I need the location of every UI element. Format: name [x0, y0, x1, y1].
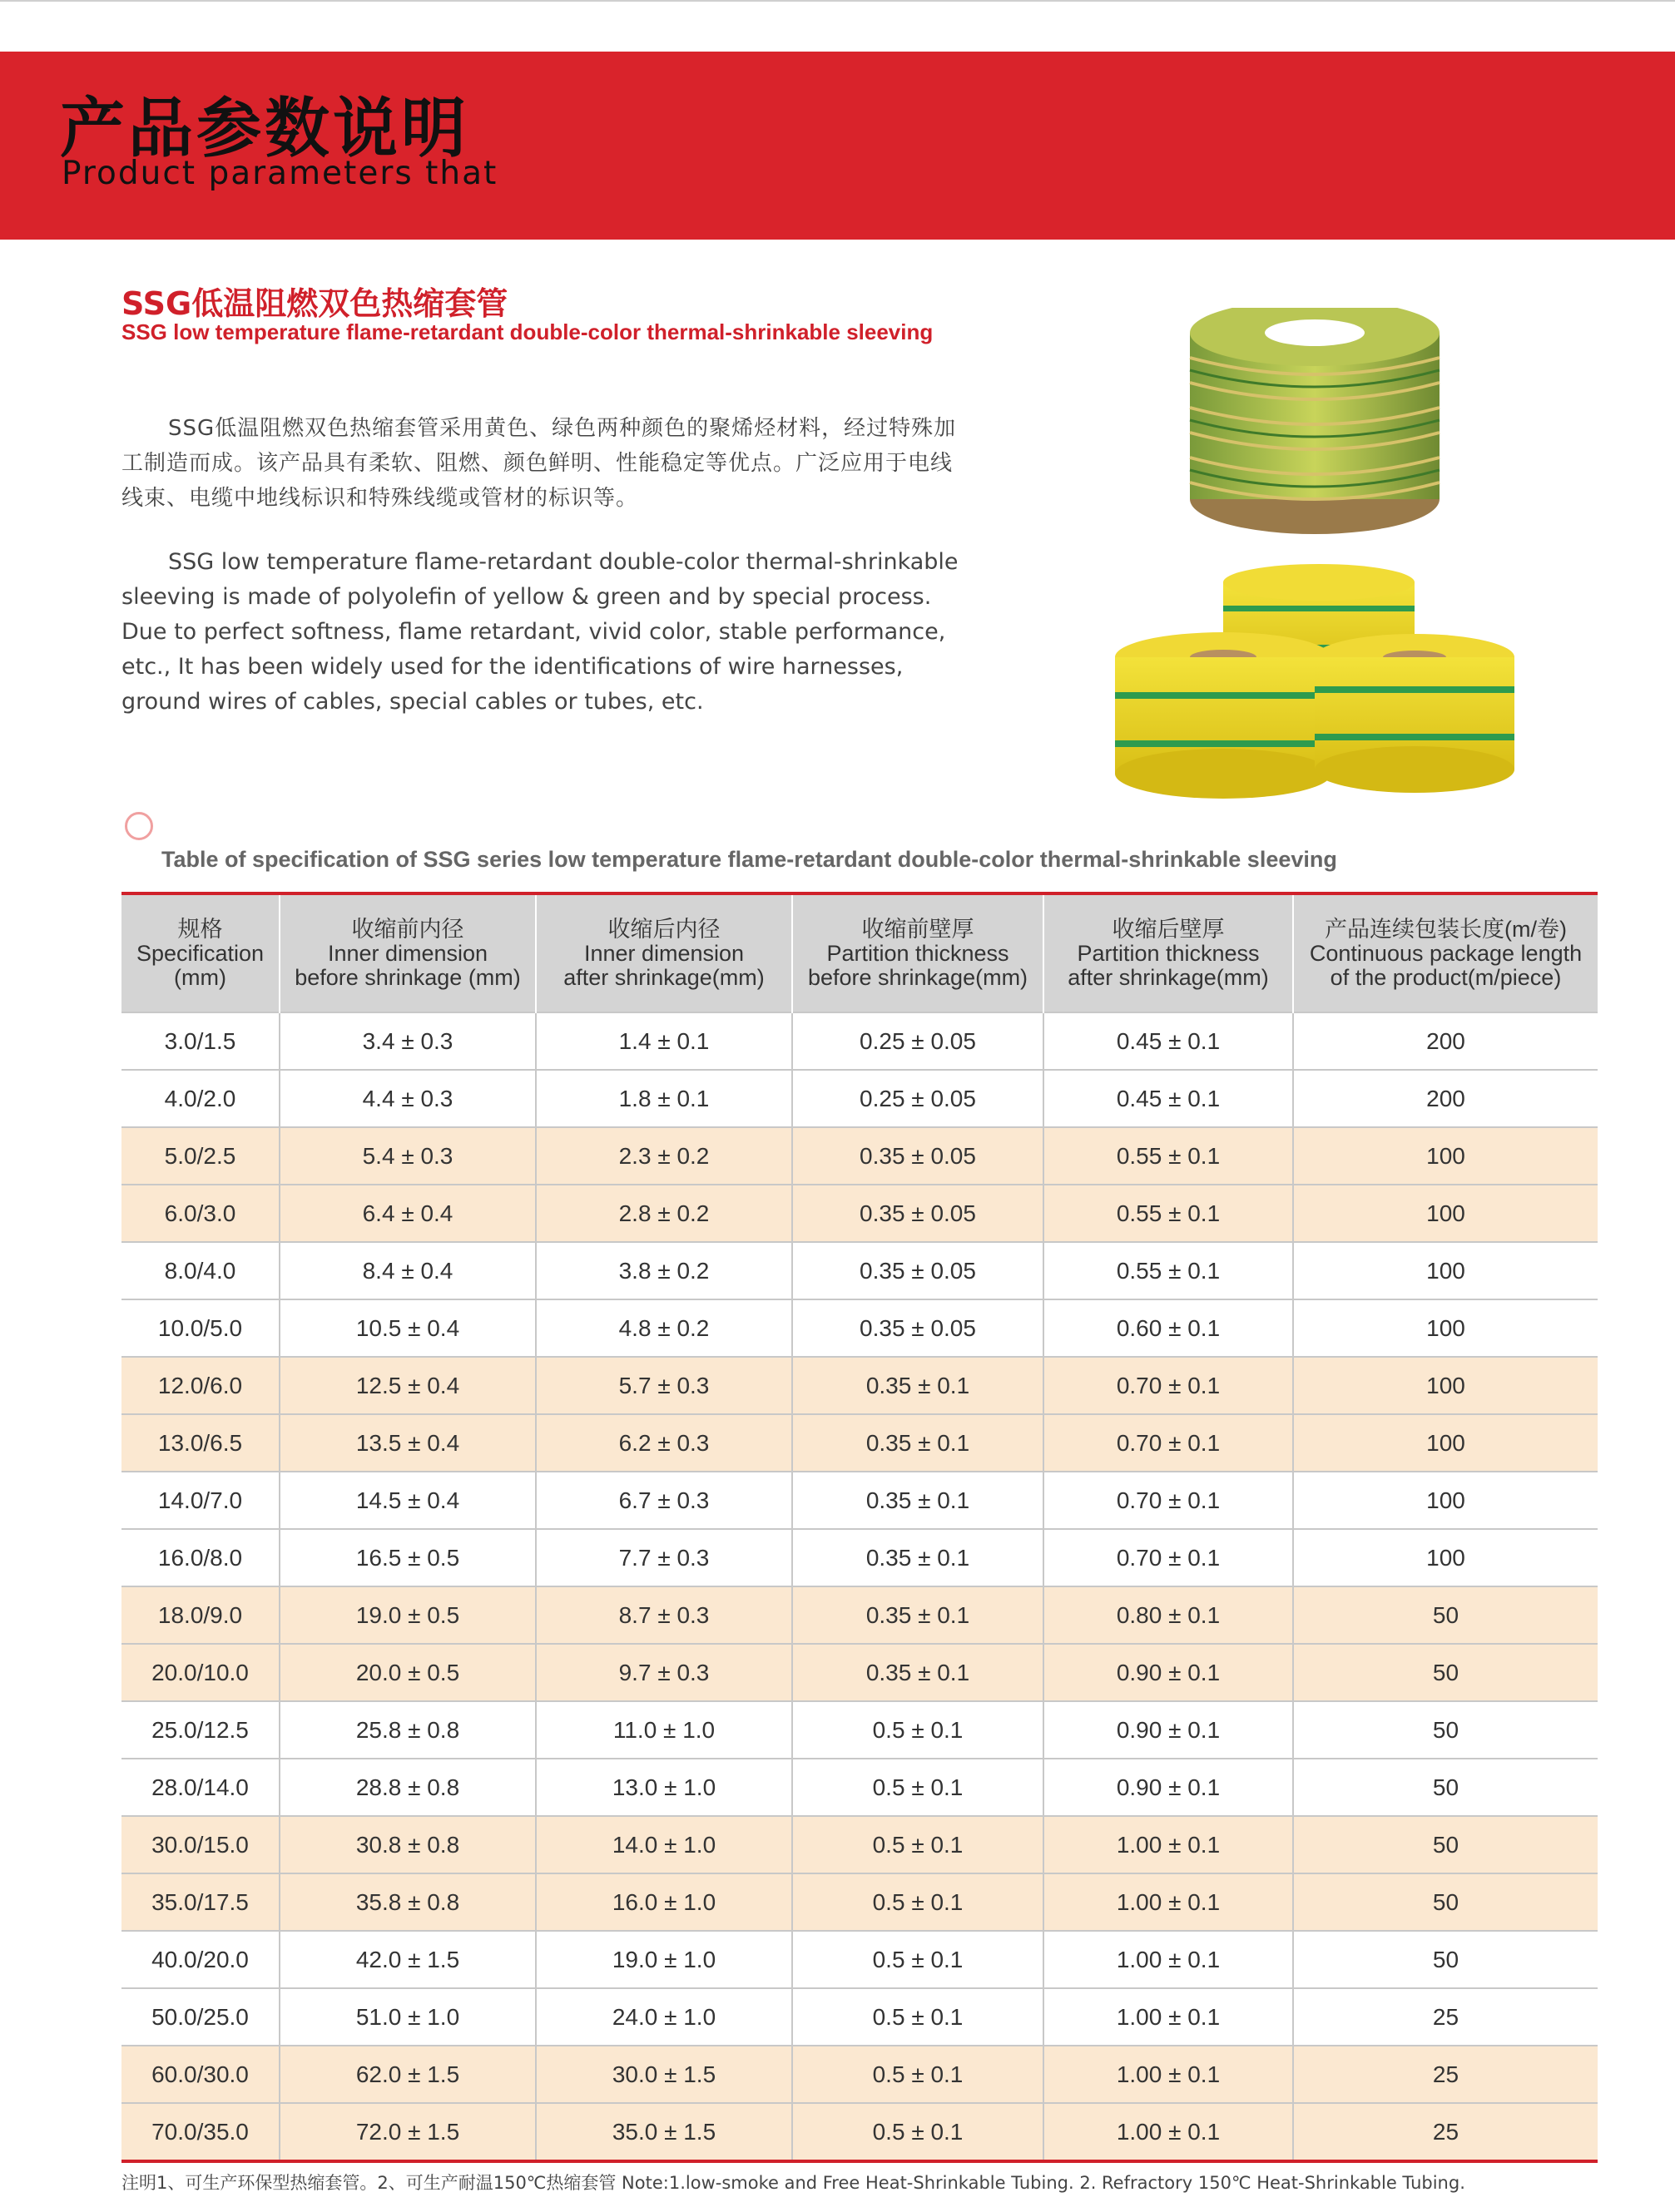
table-cell: 0.90 ± 0.1: [1043, 1701, 1293, 1759]
table-cell: 16.0 ± 1.0: [536, 1873, 792, 1931]
column-header-line: after shrinkage(mm): [563, 964, 765, 990]
column-header-line: 规格: [177, 916, 223, 942]
table-row: [121, 1586, 1598, 1644]
column-header-line: 产品连续包装长度(m/卷): [1325, 916, 1567, 942]
table-row: [121, 1012, 1598, 1070]
column-header-line: Partition thickness: [1077, 940, 1260, 966]
table-cell: 18.0/9.0: [121, 1586, 280, 1644]
column-header-line: Inner dimension: [327, 940, 488, 966]
column-header: [792, 893, 1043, 1012]
table-cell: 51.0 ± 1.0: [280, 1988, 536, 2046]
table-cell: 30.0/15.0: [121, 1816, 280, 1873]
table-row: [121, 1070, 1598, 1127]
table-cell: 60.0/30.0: [121, 2046, 280, 2103]
table-cell: 1.00 ± 0.1: [1043, 1931, 1293, 1988]
column-header: [1293, 893, 1598, 1012]
column-header-line: (mm): [174, 964, 226, 990]
table-cell: 25: [1293, 2046, 1598, 2103]
column-header-line: Inner dimension: [583, 940, 745, 966]
table-cell: 4.0/2.0: [121, 1070, 280, 1127]
table-cell: 13.5 ± 0.4: [280, 1414, 536, 1472]
table-cell: 25.8 ± 0.8: [280, 1701, 536, 1759]
table-row: [121, 1529, 1598, 1586]
table-cell: 50: [1293, 1701, 1598, 1759]
table-cell: 10.5 ± 0.4: [280, 1299, 536, 1357]
product-title-en: SSG low temperature flame-retardant double-color thermal-shrinkable sleeving: [121, 319, 934, 344]
table-row: [121, 1644, 1598, 1701]
table-cell: 5.0/2.5: [121, 1127, 280, 1185]
table-cell: 42.0 ± 1.5: [280, 1931, 536, 1988]
table-cell: 20.0 ± 0.5: [280, 1644, 536, 1701]
banner-title-en: Product parameters that: [62, 155, 498, 192]
table-row: [121, 1701, 1598, 1759]
table-cell: 0.35 ± 0.05: [792, 1127, 1043, 1185]
table-cell: 6.2 ± 0.3: [536, 1414, 792, 1472]
table-cell: 1.00 ± 0.1: [1043, 2046, 1293, 2103]
table-cell: 0.35 ± 0.05: [792, 1299, 1043, 1357]
table-cell: 100: [1293, 1127, 1598, 1185]
table-caption: Table of specification of SSG series low temperature flame-retardant double-color thermal-shrinkable sleeving: [161, 847, 1337, 872]
table-cell: 13.0/6.5: [121, 1414, 280, 1472]
table-cell: 9.7 ± 0.3: [536, 1644, 792, 1701]
table-cell: 1.00 ± 0.1: [1043, 1988, 1293, 2046]
table-cell: 0.5 ± 0.1: [792, 1931, 1043, 1988]
table-cell: 0.45 ± 0.1: [1043, 1070, 1293, 1127]
table-row: [121, 1472, 1598, 1529]
table-cell: 200: [1293, 1012, 1598, 1070]
table-cell: 50: [1293, 1873, 1598, 1931]
table-cell: 28.8 ± 0.8: [280, 1759, 536, 1816]
table-cell: 14.5 ± 0.4: [280, 1472, 536, 1529]
table-cell: 0.35 ± 0.1: [792, 1472, 1043, 1529]
table-cell: 7.7 ± 0.3: [536, 1529, 792, 1586]
table-cell: 50: [1293, 1816, 1598, 1873]
table-cell: 100: [1293, 1242, 1598, 1299]
table-cell: 16.0/8.0: [121, 1529, 280, 1586]
table-cell: 100: [1293, 1299, 1598, 1357]
column-header-line: after shrinkage(mm): [1068, 964, 1269, 990]
table-cell: 0.55 ± 0.1: [1043, 1127, 1293, 1185]
table-row: [121, 1185, 1598, 1242]
table-cell: 0.25 ± 0.05: [792, 1012, 1043, 1070]
table-cell: 2.8 ± 0.2: [536, 1185, 792, 1242]
table-cell: 100: [1293, 1357, 1598, 1414]
table-cell: 35.0/17.5: [121, 1873, 280, 1931]
rolls-photo: [1115, 564, 1514, 799]
table-cell: 12.5 ± 0.4: [280, 1357, 536, 1414]
table-cell: 0.45 ± 0.1: [1043, 1012, 1293, 1070]
table-cell: 35.8 ± 0.8: [280, 1873, 536, 1931]
table-cell: 1.4 ± 0.1: [536, 1012, 792, 1070]
table-cell: 0.5 ± 0.1: [792, 2046, 1043, 2103]
table-cell: 5.4 ± 0.3: [280, 1127, 536, 1185]
table-cell: 0.60 ± 0.1: [1043, 1299, 1293, 1357]
specification-table: [121, 892, 1598, 2163]
table-cell: 0.70 ± 0.1: [1043, 1414, 1293, 1472]
product-description-en: SSG low temperature flame-retardant double-color thermal-shrinkable sleeving is made of polyolefin of yellow & green and by special process. Due to perfect softness, flame retardant, vivid color, stable performance, etc., It has been widely used for the identifications of wire harnesses, ground wires of cables, special cables or tubes, etc.: [121, 549, 959, 715]
table-cell: 8.4 ± 0.4: [280, 1242, 536, 1299]
table-cell: 0.70 ± 0.1: [1043, 1357, 1293, 1414]
table-cell: 0.35 ± 0.1: [792, 1586, 1043, 1644]
table-cell: 14.0 ± 1.0: [536, 1816, 792, 1873]
table-row: [121, 1414, 1598, 1472]
table-row: [121, 1816, 1598, 1873]
table-cell: 30.8 ± 0.8: [280, 1816, 536, 1873]
table-row: [121, 1242, 1598, 1299]
table-cell: 62.0 ± 1.5: [280, 2046, 536, 2103]
table-cell: 30.0 ± 1.5: [536, 2046, 792, 2103]
table-cell: 0.35 ± 0.1: [792, 1644, 1043, 1701]
table-cell: 6.4 ± 0.4: [280, 1185, 536, 1242]
table-cell: 50: [1293, 1759, 1598, 1816]
table-cell: 0.25 ± 0.05: [792, 1070, 1043, 1127]
table-cell: 72.0 ± 1.5: [280, 2103, 536, 2161]
table-cell: 13.0 ± 1.0: [536, 1759, 792, 1816]
table-row: [121, 1299, 1598, 1357]
table-cell: 50: [1293, 1644, 1598, 1701]
caption-bullet-circle: [125, 812, 153, 840]
table-cell: 0.90 ± 0.1: [1043, 1759, 1293, 1816]
table-row: [121, 1873, 1598, 1931]
table-cell: 28.0/14.0: [121, 1759, 280, 1816]
table-cell: 200: [1293, 1070, 1598, 1127]
table-cell: 70.0/35.0: [121, 2103, 280, 2161]
table-cell: 0.5 ± 0.1: [792, 1816, 1043, 1873]
table-cell: 40.0/20.0: [121, 1931, 280, 1988]
column-header-line: of the product(m/piece): [1330, 964, 1562, 990]
product-description-cn: SSG低温阻燃双色热缩套管采用黄色、绿色两种颜色的聚烯烃材料，经过特殊加工制造而成。该产品具有柔软、阻燃、颜色鲜明、性能稳定等优点。广泛应用于电线线束、电缆中地线标识和特殊线缆或管材的标识等。: [121, 416, 957, 511]
column-header-line: 收缩前内径: [351, 916, 464, 942]
coil-photo: [1190, 308, 1440, 534]
table-cell: 50: [1293, 1931, 1598, 1988]
table-cell: 100: [1293, 1529, 1598, 1586]
table-cell: 0.70 ± 0.1: [1043, 1529, 1293, 1586]
table-cell: 0.55 ± 0.1: [1043, 1242, 1293, 1299]
column-header-line: Specification: [136, 940, 265, 966]
table-cell: 3.0/1.5: [121, 1012, 280, 1070]
column-header-line: 收缩后内径: [607, 916, 721, 942]
table-cell: 100: [1293, 1185, 1598, 1242]
table-cell: 1.00 ± 0.1: [1043, 2103, 1293, 2161]
table-cell: 0.5 ± 0.1: [792, 1988, 1043, 2046]
table-cell: 3.8 ± 0.2: [536, 1242, 792, 1299]
table-row: [121, 2103, 1598, 2161]
table-cell: 14.0/7.0: [121, 1472, 280, 1529]
table-header-row: [121, 893, 1598, 1012]
table-cell: 12.0/6.0: [121, 1357, 280, 1414]
table-cell: 50.0/25.0: [121, 1988, 280, 2046]
table-cell: 35.0 ± 1.5: [536, 2103, 792, 2161]
table-cell: 4.4 ± 0.3: [280, 1070, 536, 1127]
table-row: [121, 2046, 1598, 2103]
product-photos: [1098, 308, 1531, 824]
table-row: [121, 1357, 1598, 1414]
table-cell: 0.35 ± 0.1: [792, 1357, 1043, 1414]
column-header: [536, 893, 792, 1012]
table-row: [121, 1931, 1598, 1988]
table-cell: 8.7 ± 0.3: [536, 1586, 792, 1644]
table-cell: 20.0/10.0: [121, 1644, 280, 1701]
table-cell: 0.70 ± 0.1: [1043, 1472, 1293, 1529]
table-cell: 10.0/5.0: [121, 1299, 280, 1357]
table-cell: 100: [1293, 1414, 1598, 1472]
banner-title-cn: 产品参数说明: [60, 92, 470, 166]
table-cell: 19.0 ± 1.0: [536, 1931, 792, 1988]
table-cell: 1.8 ± 0.1: [536, 1070, 792, 1127]
table-cell: 4.8 ± 0.2: [536, 1299, 792, 1357]
table-row: [121, 1988, 1598, 2046]
table-cell: 11.0 ± 1.0: [536, 1701, 792, 1759]
table-cell: 100: [1293, 1472, 1598, 1529]
table-cell: 0.35 ± 0.05: [792, 1242, 1043, 1299]
table-cell: 3.4 ± 0.3: [280, 1012, 536, 1070]
table-cell: 0.5 ± 0.1: [792, 1759, 1043, 1816]
column-header-line: Partition thickness: [826, 940, 1009, 966]
table-cell: 6.7 ± 0.3: [536, 1472, 792, 1529]
column-header-line: 收缩前壁厚: [861, 916, 974, 942]
table-cell: 8.0/4.0: [121, 1242, 280, 1299]
column-header: [280, 893, 536, 1012]
table-cell: 19.0 ± 0.5: [280, 1586, 536, 1644]
table-cell: 0.55 ± 0.1: [1043, 1185, 1293, 1242]
column-header-line: Continuous package length: [1309, 940, 1583, 966]
table-cell: 25: [1293, 1988, 1598, 2046]
table-cell: 25.0/12.5: [121, 1701, 280, 1759]
column-header: [1043, 893, 1293, 1012]
table-cell: 50: [1293, 1586, 1598, 1644]
table-cell: 0.5 ± 0.1: [792, 1701, 1043, 1759]
table-cell: 0.5 ± 0.1: [792, 1873, 1043, 1931]
table-cell: 0.5 ± 0.1: [792, 2103, 1043, 2161]
top-rule: [0, 0, 1675, 2]
table-cell: 6.0/3.0: [121, 1185, 280, 1242]
table-body: [121, 1012, 1598, 2161]
table-cell: 0.80 ± 0.1: [1043, 1586, 1293, 1644]
column-header-line: before shrinkage (mm): [295, 964, 521, 990]
table-cell: 5.7 ± 0.3: [536, 1357, 792, 1414]
table-cell: 16.5 ± 0.5: [280, 1529, 536, 1586]
table-row: [121, 1759, 1598, 1816]
table-cell: 24.0 ± 1.0: [536, 1988, 792, 2046]
table-cell: 25: [1293, 2103, 1598, 2161]
table-cell: 0.90 ± 0.1: [1043, 1644, 1293, 1701]
table-cell: 0.35 ± 0.1: [792, 1414, 1043, 1472]
table-cell: 0.35 ± 0.1: [792, 1529, 1043, 1586]
product-title-cn: SSG低温阻燃双色热缩套管: [121, 285, 508, 322]
table-cell: 1.00 ± 0.1: [1043, 1873, 1293, 1931]
table-cell: 1.00 ± 0.1: [1043, 1816, 1293, 1873]
table-row: [121, 1127, 1598, 1185]
table-cell: 2.3 ± 0.2: [536, 1127, 792, 1185]
table-cell: 0.35 ± 0.05: [792, 1185, 1043, 1242]
column-header-line: before shrinkage(mm): [807, 964, 1028, 990]
column-header-line: 收缩后壁厚: [1112, 916, 1225, 942]
column-header: [121, 893, 280, 1012]
footnote: 注明1、可生产环保型热缩套管。2、可生产耐温150℃热缩套管 Note:1.low-smoke and Free Heat-Shrinkable Tubing. 2. Refractory 150℃ Heat-Shrinkable Tubing.: [121, 2173, 1465, 2193]
